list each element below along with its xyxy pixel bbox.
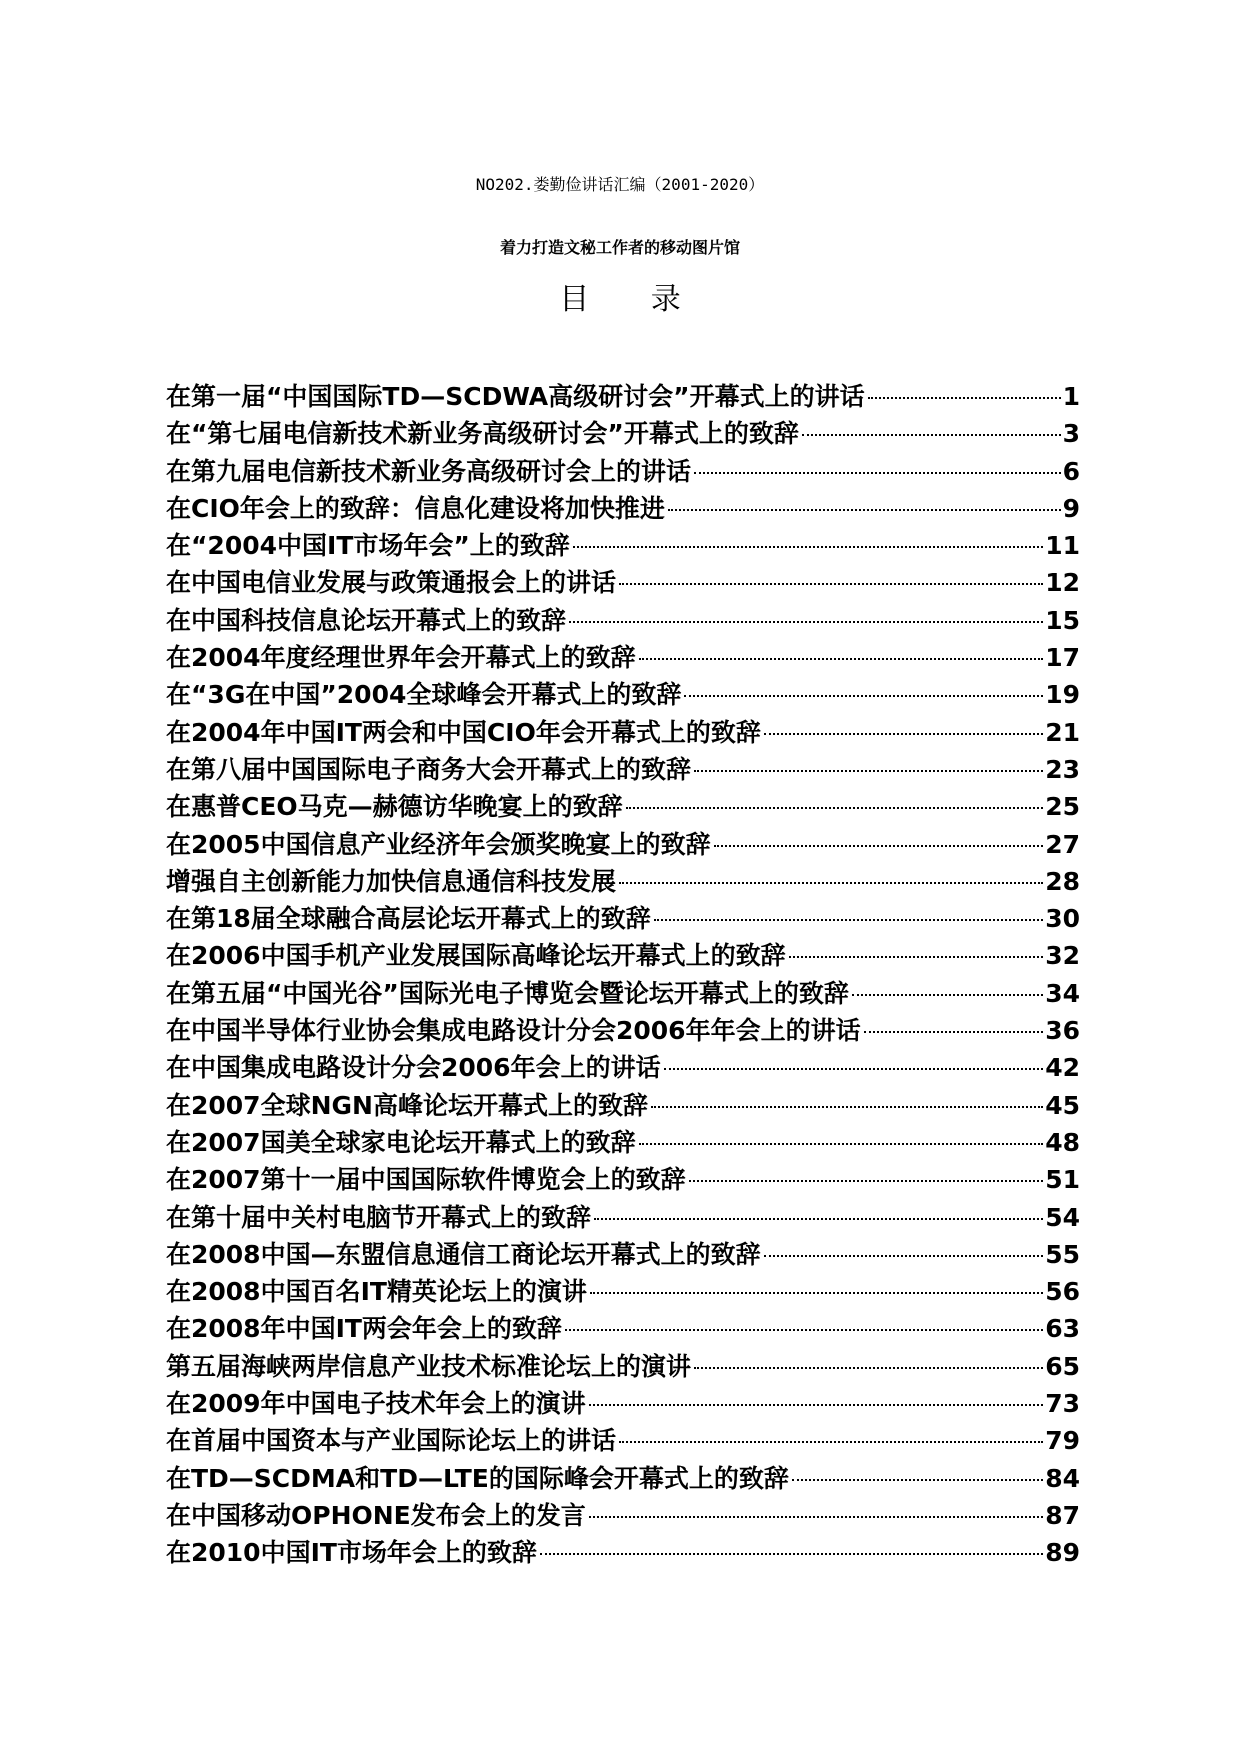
toc-entry[interactable]: [166, 975, 1080, 1012]
toc-page-number: 84: [1045, 1463, 1080, 1493]
toc-entry[interactable]: [166, 900, 1080, 937]
toc-entry[interactable]: [166, 1460, 1080, 1497]
toc-entry[interactable]: [166, 602, 1080, 639]
document-subtitle: 着力打造文秘工作者的移动图片馆: [499, 238, 740, 257]
toc-entry-title: 在2009年中国电子技术年会上的演讲: [166, 1389, 586, 1419]
toc-dot-leader: [651, 1106, 1043, 1108]
toc-entry-title: 在第一届“中国国际TD—SCDWA高级研讨会”开幕式上的讲话: [166, 382, 865, 411]
toc-entry[interactable]: [166, 1124, 1080, 1161]
toc-page-number: 87: [1045, 1500, 1080, 1530]
toc-entry-title: 在2004年中国IT两会和中国CIO年会开幕式上的致辞: [166, 717, 761, 747]
toc-entry[interactable]: [166, 1049, 1080, 1086]
toc-entry-title: 在第八届中国国际电子商务大会开幕式上的致辞: [166, 754, 692, 784]
toc-page-number: 21: [1045, 717, 1080, 747]
toc-page-number: 3: [1062, 419, 1080, 449]
toc-dot-leader: [868, 397, 1061, 399]
toc-entry[interactable]: [166, 527, 1080, 564]
toc-entry[interactable]: [166, 1534, 1080, 1571]
toc-dot-leader: [565, 1329, 1043, 1331]
toc-dot-leader: [569, 621, 1043, 623]
toc-dot-leader: [654, 919, 1043, 921]
toc-dot-leader: [694, 1367, 1043, 1369]
toc-dot-leader: [664, 1068, 1044, 1070]
toc-page-number: 11: [1045, 531, 1080, 561]
toc-entry-title: 在惠普CEO马克—赫德访华晚宴上的致辞: [166, 792, 623, 822]
toc-entry[interactable]: [166, 1161, 1080, 1198]
toc-page-number: 42: [1045, 1053, 1080, 1083]
toc-dot-leader: [619, 882, 1043, 884]
toc-dot-leader: [789, 956, 1044, 958]
toc-entry[interactable]: [166, 826, 1080, 863]
toc-entry[interactable]: [166, 564, 1080, 601]
toc-entry-title: 在2010中国IT市场年会上的致辞: [166, 1538, 537, 1568]
toc-page-number: 79: [1045, 1426, 1080, 1456]
toc-dot-leader: [764, 733, 1043, 735]
toc-entry-title: 在首届中国资本与产业国际论坛上的讲话: [166, 1426, 617, 1456]
toc-entry-title: 在2006中国手机产业发展国际高峰论坛开幕式上的致辞: [166, 941, 786, 971]
toc-dot-leader: [764, 1255, 1044, 1257]
toc-entry[interactable]: [166, 415, 1080, 452]
toc-page-number: 36: [1045, 1016, 1080, 1046]
toc-entry[interactable]: [166, 490, 1080, 527]
toc-page-number: 6: [1062, 456, 1080, 486]
toc-entry[interactable]: [166, 1087, 1080, 1124]
toc-dot-leader: [594, 1218, 1043, 1220]
toc-dot-leader: [802, 434, 1061, 436]
toc-entry-title: 在中国集成电路设计分会2006年会上的讲话: [166, 1053, 661, 1083]
toc-entry[interactable]: [166, 1422, 1080, 1459]
toc-entry-title: 在第18届全球融合高层论坛开幕式上的致辞: [166, 904, 651, 934]
toc-dot-leader: [864, 1031, 1044, 1033]
toc-page-number: 12: [1045, 568, 1080, 598]
toc-entry-title: 第五届海峡两岸信息产业技术标准论坛上的演讲: [166, 1351, 692, 1381]
toc-entry-title: 在第五届“中国光谷”国际光电子博览会暨论坛开幕式上的致辞: [166, 978, 849, 1008]
toc-entry[interactable]: [166, 676, 1080, 713]
toc-dot-leader: [714, 845, 1044, 847]
toc-dot-leader: [619, 583, 1043, 585]
toc-page-number: 15: [1045, 605, 1080, 635]
toc-dot-leader: [694, 472, 1061, 474]
toc-entry[interactable]: [166, 788, 1080, 825]
toc-page-number: 63: [1045, 1314, 1080, 1344]
toc-page-number: 55: [1045, 1239, 1080, 1269]
toc-entry[interactable]: [166, 1385, 1080, 1422]
toc-entry-title: 在2007全球NGN高峰论坛开幕式上的致辞: [166, 1090, 648, 1120]
toc-entry-title: 在2007第十一届中国国际软件博览会上的致辞: [166, 1165, 686, 1195]
toc-dot-leader: [589, 1516, 1043, 1518]
toc-entry-title: 在2008中国百名IT精英论坛上的演讲: [166, 1277, 587, 1307]
toc-page-number: 89: [1045, 1538, 1080, 1568]
toc-entry[interactable]: [166, 863, 1080, 900]
toc-entry[interactable]: [166, 639, 1080, 676]
table-of-contents: [166, 378, 1080, 1572]
toc-entry-title: 在第九届电信新技术新业务高级研讨会上的讲话: [166, 456, 692, 486]
toc-entry-title: 在2008中国—东盟信息通信工商论坛开幕式上的致辞: [166, 1239, 761, 1269]
toc-entry-title: 在“2004中国IT市场年会”上的致辞: [166, 531, 570, 561]
toc-dot-leader: [639, 658, 1044, 660]
toc-entry[interactable]: [166, 751, 1080, 788]
toc-entry[interactable]: [166, 1348, 1080, 1385]
toc-page-number: 25: [1045, 792, 1080, 822]
toc-page-number: 28: [1045, 866, 1080, 896]
toc-entry-title: 在“3G在中国”2004全球峰会开幕式上的致辞: [166, 680, 682, 710]
toc-dot-leader: [540, 1553, 1043, 1555]
toc-entry[interactable]: [166, 1012, 1080, 1049]
toc-page-number: 65: [1045, 1351, 1080, 1381]
toc-page-number: 9: [1062, 493, 1080, 523]
toc-heading: 目 录: [559, 282, 707, 317]
toc-page-number: 1: [1062, 382, 1080, 411]
toc-dot-leader: [694, 770, 1043, 772]
toc-entry-title: 在2007国美全球家电论坛开幕式上的致辞: [166, 1127, 636, 1157]
toc-dot-leader: [619, 1441, 1043, 1443]
toc-page-number: 34: [1045, 978, 1080, 1008]
toc-entry[interactable]: [166, 714, 1080, 751]
toc-page-number: 17: [1045, 643, 1080, 673]
toc-entry-title: 在TD—SCDMA和TD—LTE的国际峰会开幕式上的致辞: [166, 1463, 789, 1493]
toc-page-number: 56: [1045, 1277, 1080, 1307]
toc-page-number: 19: [1045, 680, 1080, 710]
toc-dot-leader: [590, 1292, 1043, 1294]
toc-dot-leader: [689, 1180, 1044, 1182]
toc-entry[interactable]: [166, 1199, 1080, 1236]
toc-page-number: 27: [1045, 829, 1080, 859]
document-title: NO202.娄勤俭讲话汇编（2001-2020）: [475, 175, 765, 194]
toc-page-number: 30: [1045, 904, 1080, 934]
toc-entry[interactable]: [166, 453, 1080, 490]
toc-page-number: 23: [1045, 754, 1080, 784]
toc-entry[interactable]: [166, 1273, 1080, 1310]
toc-entry-title: 在CIO年会上的致辞：信息化建设将加快推进: [166, 493, 665, 523]
toc-dot-leader: [639, 1143, 1044, 1145]
toc-page-number: 45: [1045, 1090, 1080, 1120]
toc-dot-leader: [852, 994, 1043, 996]
toc-entry-title: 在“第七届电信新技术新业务高级研讨会”开幕式上的致辞: [166, 419, 799, 449]
toc-dot-leader: [668, 509, 1061, 511]
toc-page-number: 48: [1045, 1127, 1080, 1157]
toc-dot-leader: [792, 1479, 1043, 1481]
toc-dot-leader: [684, 695, 1043, 697]
toc-entry[interactable]: [166, 1310, 1080, 1347]
toc-entry-title: 在中国半导体行业协会集成电路设计分会2006年年会上的讲话: [166, 1016, 861, 1046]
toc-page-number: 51: [1045, 1165, 1080, 1195]
toc-dot-leader: [589, 1404, 1044, 1406]
toc-entry[interactable]: [166, 378, 1080, 415]
toc-dot-leader: [573, 546, 1043, 548]
toc-dot-leader: [626, 807, 1044, 809]
toc-entry-title: 在中国科技信息论坛开幕式上的致辞: [166, 605, 567, 635]
toc-entry-title: 在中国电信业发展与政策通报会上的讲话: [166, 568, 617, 598]
toc-page-number: 54: [1045, 1202, 1080, 1232]
toc-entry-title: 在2008年中国IT两会年会上的致辞: [166, 1314, 562, 1344]
toc-entry[interactable]: [166, 1236, 1080, 1273]
toc-page-number: 32: [1045, 941, 1080, 971]
toc-entry-title: 在第十届中关村电脑节开幕式上的致辞: [166, 1202, 592, 1232]
toc-entry-title: 在中国移动OPHONE发布会上的发言: [166, 1500, 586, 1530]
toc-entry[interactable]: [166, 1497, 1080, 1534]
toc-entry-title: 增强自主创新能力加快信息通信科技发展: [166, 866, 617, 896]
toc-page-number: 73: [1045, 1389, 1080, 1419]
toc-entry-title: 在2005中国信息产业经济年会颁奖晚宴上的致辞: [166, 829, 711, 859]
toc-entry[interactable]: [166, 937, 1080, 974]
toc-entry-title: 在2004年度经理世界年会开幕式上的致辞: [166, 643, 636, 673]
